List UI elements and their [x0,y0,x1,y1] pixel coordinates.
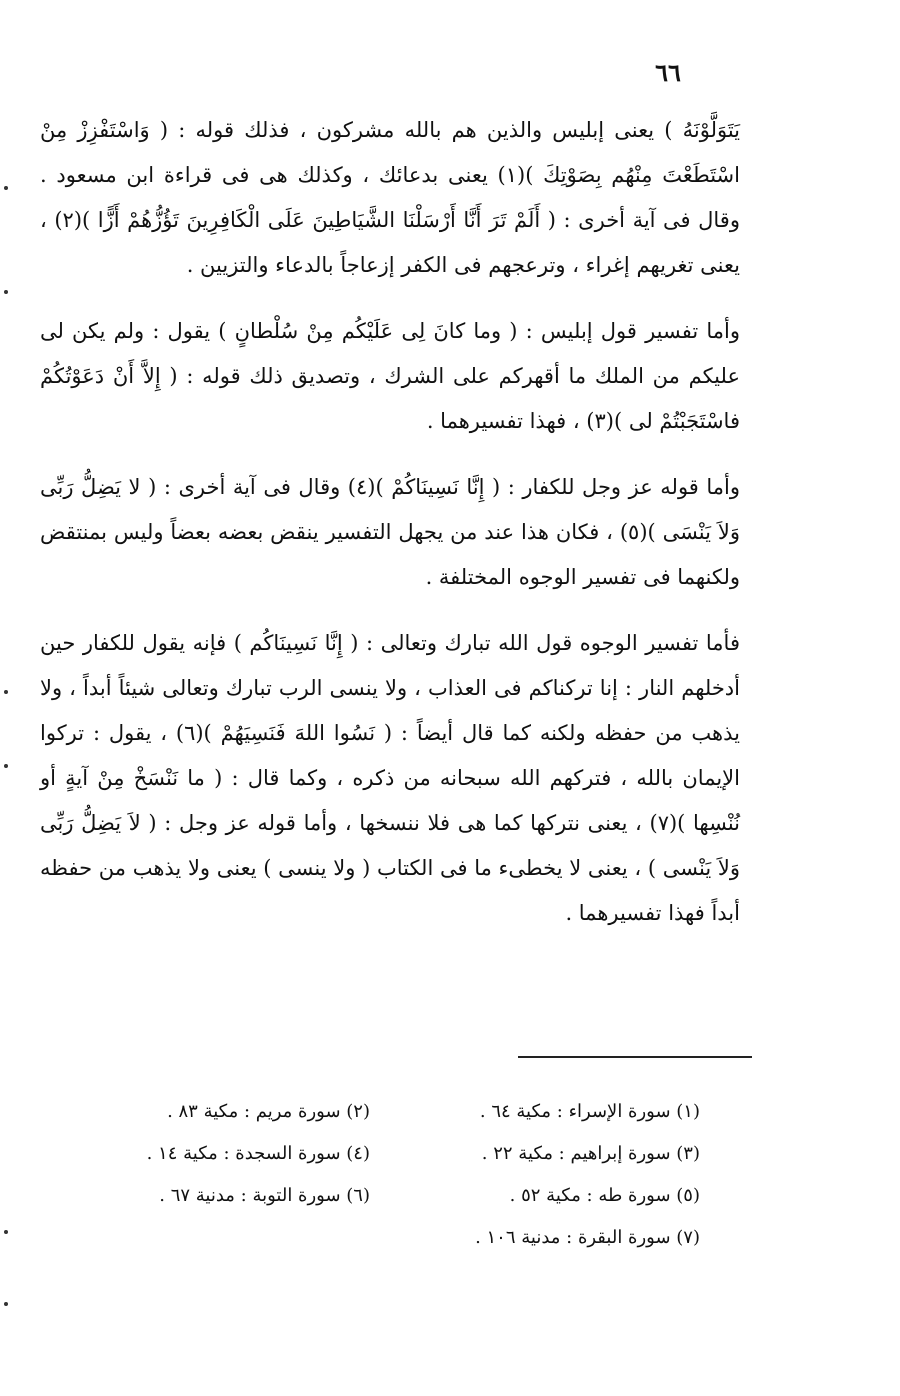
footnote-4: (٤) سورة السجدة : مكية ١٤ . [146,1143,370,1164]
paragraph-2: وأما تفسير قول إبليس : ( وما كانَ لِى عَلَيْكُم مِنْ سُلْطانٍ ) يقول : ولم يكن لى عليكم من الملك ما أقهركم على الشرك ، وتصديق ذلك قوله : ( إِلاَّ أَنْ دَعَوْتُكُمْ فاسْتَجَبْتُمْ لى )(٣) ، فهذا تفسيرهما . [40,319,740,433]
footnote-5: (٥) سورة طه : مكية ٥٢ . [509,1185,700,1206]
margin-mark [4,290,8,294]
margin-mark [4,764,8,768]
footnote-3: (٣) سورة إبراهيم : مكية ٢٢ . [481,1143,700,1164]
footnotes [80,1092,700,1258]
margin-mark [4,186,8,190]
margin-mark [4,690,8,694]
margin-mark [4,1302,8,1306]
footnote-1: (١) سورة الإسراء : مكية ٦٤ . [479,1101,700,1122]
paragraph-4: فأما تفسير الوجوه قول الله تبارك وتعالى : ( إِنَّا نَسِينَاكُم ) فإنه يقول للكفار حين أدخلهم النار : إنا تركناكم فى العذاب ، ولا ينسى الرب تبارك وتعالى شيئاً أبداً ، ولا يذهب من حفظه ولكنه كما قال أيضاً : ( نَسُوا اللهَ فَنَسِيَهُمْ )(٦) ، يقول : تركوا الإيمان بالله ، فتركهم الله سبحانه من ذكره ، وكما قال : ( ما نَنْسَخْ مِنْ آيةٍ أو نُنْسِها )(٧) ، يعنى نتركها كما هى فلا ننسخها ، وأما قوله عز وجل : ( لاَ يَضِلُّ رَبِّى وَلاَ يَنْسى ) ، يعنى لا يخطىء ما فى الكتاب ( ولا ينسى ) يعنى ولا يذهب من حفظه أبداً فهذا تفسيرهما . [40,631,740,925]
footnote-6: (٦) سورة التوبة : مدنية ٦٧ . [159,1185,370,1206]
footnote-separator [518,1056,752,1058]
paragraph-3: وأما قوله عز وجل للكفار : ( إِنَّا نَسِينَاكُمْ )(٤) وقال فى آية أخرى : ( لا يَضِلُّ رَبِّى وَلاَ يَنْسَى )(٥) ، فكان هذا عند من يجهل التفسير ينقض بعضه بعضاً وليس بمنتقض ولكنهما فى تفسير الوجوه المختلفة . [40,475,741,589]
footnote-2: (٢) سورة مريم : مكية ٨٣ . [167,1101,370,1122]
body-text [40,108,740,957]
margin-mark [4,1230,8,1234]
page-number: ٦٦ [655,58,681,87]
paragraph-1: يَتَوَلَّوْنَهُ ) يعنى إبليس والذين هم بالله مشركون ، فذلك قوله : ( وَاسْتَفْزِزْ مِنْ اسْتَطَعْتَ مِنْهُم بِصَوْتِكَ )(١) يعنى بدعائك ، وكذلك هى فى قراءة ابن مسعود . وقال فى آية أخرى : ( أَلَمْ تَرَ أَنَّا أَرْسَلْنَا الشَّيَاطِينَ عَلَى الْكَافِرِينَ تَؤُزُّهُمْ أَزًّا )(٢) ، يعنى تغريهم إغراء ، وترعجهم فى الكفر إزعاجاً بالدعاء والتزيين . [40,118,740,277]
footnote-7: (٧) سورة البقرة : مدنية ١٠٦ . [475,1227,700,1248]
